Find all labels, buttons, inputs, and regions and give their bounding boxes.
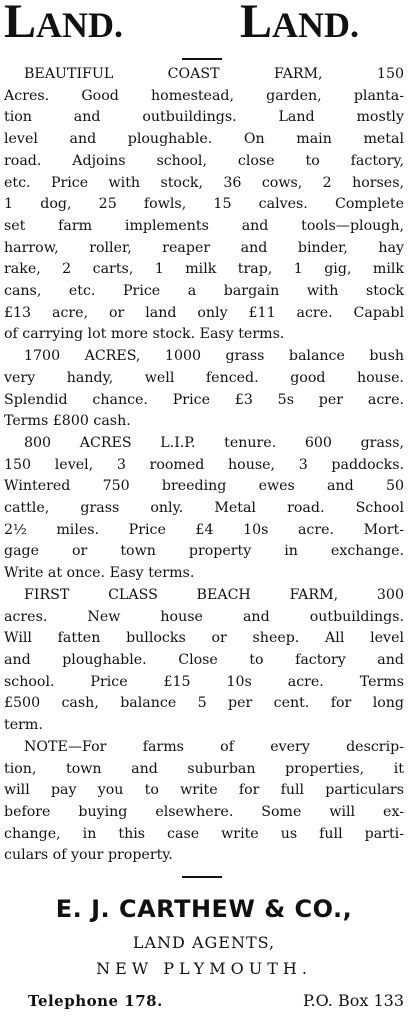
text-line: Write at once. Easy terms. bbox=[4, 565, 195, 582]
text-line: NOTE—For farms of every descrip- bbox=[24, 738, 404, 755]
text-line: tion, town and suburban properties, it bbox=[4, 760, 404, 777]
heading-left bbox=[4, 0, 123, 51]
text-line: Acres. Good homestead, garden, planta- bbox=[4, 87, 404, 104]
listing-paragraph bbox=[4, 433, 404, 585]
listing-paragraph bbox=[4, 737, 404, 867]
text-line: £13 acre, or land only £11 acre. Capabl bbox=[4, 304, 404, 321]
text-line: 2½ miles. Price £4 10s acre. Mort- bbox=[4, 521, 404, 538]
firm-role: LAND AGENTS, bbox=[132, 933, 276, 952]
text-line: Splendid chance. Price £3 5s per acre. bbox=[4, 391, 404, 408]
text-line: before buying elsewhere. Some will ex- bbox=[4, 803, 404, 820]
heading-right-initial: L bbox=[240, 0, 273, 48]
text-line: etc. Price with stock, 36 cows, 2 horses, bbox=[4, 174, 404, 191]
contact-line bbox=[0, 990, 408, 1014]
heading-right bbox=[240, 0, 359, 51]
text-line: Wintered 750 breeding ewes and 50 bbox=[4, 478, 404, 495]
text-line: will pay you to write for full particulars bbox=[4, 782, 404, 799]
listings bbox=[4, 64, 404, 867]
telephone: Telephone 178. bbox=[28, 992, 163, 1010]
listing-paragraph bbox=[4, 585, 404, 737]
heading-right-rest: AND. bbox=[272, 5, 360, 45]
text-line: 1700 ACRES, 1000 grass balance bush bbox=[24, 348, 404, 365]
firm-town: NEW PLYMOUTH. bbox=[96, 959, 312, 978]
text-line: level and ploughable. On main metal bbox=[4, 131, 404, 148]
text-line: Will fatten bullocks or sheep. All level bbox=[4, 630, 404, 647]
text-line: FIRST CLASS BEACH FARM, 300 bbox=[24, 586, 404, 603]
text-line: change, in this case write us full parti- bbox=[4, 825, 404, 842]
text-line: acres. New house and outbuildings. bbox=[4, 608, 404, 625]
text-line: road. Adjoins school, close to factory, bbox=[4, 152, 404, 169]
text-line: £500 cash, balance 5 per cent. for long bbox=[4, 695, 404, 712]
text-line: cans, etc. Price a bargain with stock bbox=[4, 283, 404, 300]
text-line: BEAUTIFUL COAST FARM, 150 bbox=[24, 66, 404, 82]
listing-paragraph bbox=[4, 346, 404, 433]
text-line: gage or town property in exchange. bbox=[4, 543, 404, 560]
heading bbox=[0, 0, 408, 52]
text-line: Terms £800 cash. bbox=[4, 413, 131, 430]
divider-bottom bbox=[182, 876, 222, 878]
text-line: culars of your property. bbox=[4, 847, 173, 864]
divider-top bbox=[182, 58, 222, 60]
text-line: term. bbox=[4, 717, 43, 734]
text-line: cattle, grass only. Metal road. School bbox=[4, 500, 404, 517]
text-line: of carrying lot more stock. Easy terms. bbox=[4, 326, 285, 343]
text-line: harrow, roller, reaper and binder, hay bbox=[4, 239, 404, 256]
po-box: P.O. Box 133 bbox=[303, 991, 404, 1010]
firm-name: E. J. CARTHEW & CO., bbox=[55, 895, 353, 923]
text-line: school. Price £15 10s acre. Terms bbox=[4, 673, 404, 690]
listing-paragraph bbox=[4, 64, 404, 346]
text-line: very handy, well fenced. good house. bbox=[4, 369, 404, 386]
text-line: 150 level, 3 roomed house, 3 paddocks. bbox=[4, 456, 404, 473]
heading-left-rest: AND. bbox=[36, 5, 124, 45]
heading-left-initial: L bbox=[4, 0, 37, 48]
text-line: set farm implements and tools—plough, bbox=[4, 217, 404, 234]
text-line: rake, 2 carts, 1 milk trap, 1 gig, milk bbox=[4, 261, 404, 278]
text-line: and ploughable. Close to factory and bbox=[4, 651, 404, 668]
text-line: 800 ACRES L.I.P. tenure. 600 grass, bbox=[24, 434, 404, 451]
text-line: tion and outbuildings. Land mostly bbox=[4, 109, 404, 126]
text-line: 1 dog, 25 fowls, 15 calves. Complete bbox=[4, 196, 404, 213]
